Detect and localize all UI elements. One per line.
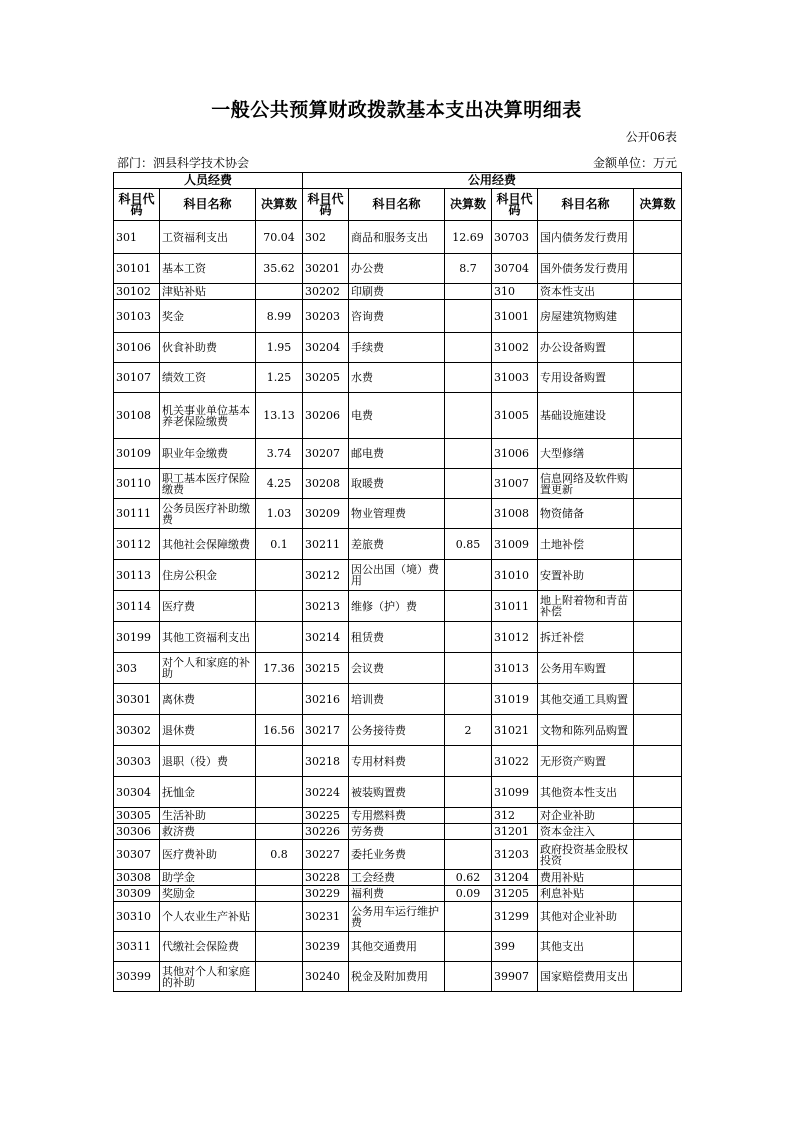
table-row — [114, 962, 682, 992]
amount-cell: 1.95 — [256, 333, 303, 363]
amount-cell — [634, 333, 682, 363]
amount-cell — [256, 684, 303, 715]
subject-code-cell: 30309 — [114, 886, 160, 902]
subject-code-cell: 31011 — [492, 591, 538, 622]
subject-code-cell: 30205 — [303, 363, 349, 393]
subject-name-cell: 商品和服务支出 — [349, 221, 445, 254]
amount-cell — [445, 902, 492, 932]
amount-cell: 8.7 — [445, 254, 492, 284]
department-label: 部门：泗县科学技术协会 — [117, 156, 250, 170]
amount-cell — [634, 870, 682, 886]
table-row — [114, 902, 682, 932]
table-row — [114, 746, 682, 777]
column-header: 决算数 — [256, 189, 303, 221]
amount-cell: 17.36 — [256, 653, 303, 684]
amount-cell — [445, 932, 492, 962]
subject-name-cell: 因公出国（境）费用 — [349, 560, 445, 591]
subject-code-cell: 30703 — [492, 221, 538, 254]
amount-cell — [634, 684, 682, 715]
amount-cell — [445, 746, 492, 777]
subject-name-cell: 对企业补助 — [538, 808, 634, 824]
subject-name-cell: 住房公积金 — [160, 560, 256, 591]
subject-name-cell: 房屋建筑物购建 — [538, 300, 634, 333]
subject-code-cell: 302 — [303, 221, 349, 254]
subject-code-cell: 30213 — [303, 591, 349, 622]
subject-code-cell: 30228 — [303, 870, 349, 886]
subject-name-cell: 印刷费 — [349, 284, 445, 300]
subject-name-cell: 会议费 — [349, 653, 445, 684]
subject-code-cell: 31013 — [492, 653, 538, 684]
amount-cell — [256, 777, 303, 808]
table-row — [114, 777, 682, 808]
amount-cell — [256, 591, 303, 622]
group-personnel-header: 人员经费 — [114, 173, 303, 189]
subject-code-cell: 30107 — [114, 363, 160, 393]
subject-name-cell: 物业管理费 — [349, 499, 445, 529]
subject-name-cell: 地上附着物和青苗补偿 — [538, 591, 634, 622]
subject-code-cell: 31204 — [492, 870, 538, 886]
table-row — [114, 300, 682, 333]
column-header: 科目名称 — [349, 189, 445, 221]
amount-cell: 0.85 — [445, 529, 492, 560]
table-row — [114, 254, 682, 284]
subject-name-cell: 个人农业生产补贴 — [160, 902, 256, 932]
amount-cell — [634, 824, 682, 840]
subject-name-cell: 工资福利支出 — [160, 221, 256, 254]
subject-name-cell: 津贴补贴 — [160, 284, 256, 300]
column-header: 决算数 — [634, 189, 682, 221]
amount-cell — [634, 469, 682, 499]
subject-code-cell: 30215 — [303, 653, 349, 684]
subject-name-cell: 医疗费 — [160, 591, 256, 622]
subject-code-cell: 31006 — [492, 439, 538, 469]
amount-cell — [445, 439, 492, 469]
amount-cell — [256, 560, 303, 591]
amount-cell — [445, 469, 492, 499]
table-row — [114, 439, 682, 469]
amount-cell — [634, 529, 682, 560]
amount-cell — [445, 777, 492, 808]
form-number: 公开06表 — [625, 130, 677, 144]
subject-name-cell: 国外债务发行费用 — [538, 254, 634, 284]
table-row — [114, 221, 682, 254]
subject-code-cell: 30227 — [303, 840, 349, 870]
subject-name-cell: 费用补贴 — [538, 870, 634, 886]
subject-name-cell: 资本性支出 — [538, 284, 634, 300]
amount-cell — [445, 393, 492, 439]
subject-code-cell: 30307 — [114, 840, 160, 870]
amount-cell: 0.62 — [445, 870, 492, 886]
amount-cell — [634, 715, 682, 746]
subject-name-cell: 专用燃料费 — [349, 808, 445, 824]
table-row — [114, 886, 682, 902]
subject-code-cell: 30301 — [114, 684, 160, 715]
subject-name-cell: 委托业务费 — [349, 840, 445, 870]
column-header: 科目代码 — [114, 189, 160, 221]
subject-name-cell: 其他交通工具购置 — [538, 684, 634, 715]
subject-code-cell: 30211 — [303, 529, 349, 560]
subject-code-cell: 399 — [492, 932, 538, 962]
subject-name-cell: 办公费 — [349, 254, 445, 284]
subject-name-cell: 土地补偿 — [538, 529, 634, 560]
subject-name-cell: 信息网络及软件购置更新 — [538, 469, 634, 499]
subject-name-cell: 其他交通费用 — [349, 932, 445, 962]
amount-cell — [634, 393, 682, 439]
subject-code-cell: 30203 — [303, 300, 349, 333]
amount-cell: 1.25 — [256, 363, 303, 393]
subject-name-cell: 办公设备购置 — [538, 333, 634, 363]
amount-cell — [634, 902, 682, 932]
amount-cell — [634, 808, 682, 824]
subject-name-cell: 安置补助 — [538, 560, 634, 591]
subject-code-cell: 30305 — [114, 808, 160, 824]
subject-code-cell: 30306 — [114, 824, 160, 840]
column-header: 决算数 — [445, 189, 492, 221]
subject-code-cell: 30224 — [303, 777, 349, 808]
subject-code-cell: 30226 — [303, 824, 349, 840]
subject-code-cell: 31299 — [492, 902, 538, 932]
subject-name-cell: 税金及附加费用 — [349, 962, 445, 992]
subject-name-cell: 公务用车购置 — [538, 653, 634, 684]
group-header-row — [114, 173, 682, 189]
subject-name-cell: 租赁费 — [349, 622, 445, 653]
amount-cell — [445, 333, 492, 363]
subject-code-cell: 30303 — [114, 746, 160, 777]
amount-cell — [256, 902, 303, 932]
table-row — [114, 684, 682, 715]
subject-name-cell: 其他对企业补助 — [538, 902, 634, 932]
amount-cell — [445, 684, 492, 715]
subject-code-cell: 31022 — [492, 746, 538, 777]
expenditure-detail-table — [113, 172, 682, 992]
subject-code-cell: 31005 — [492, 393, 538, 439]
subject-code-cell: 30204 — [303, 333, 349, 363]
table-row — [114, 284, 682, 300]
subject-code-cell: 30201 — [303, 254, 349, 284]
subject-name-cell: 其他工资福利支出 — [160, 622, 256, 653]
subject-name-cell: 其他支出 — [538, 932, 634, 962]
amount-cell: 0.8 — [256, 840, 303, 870]
table-row — [114, 824, 682, 840]
subject-name-cell: 公务用车运行维护费 — [349, 902, 445, 932]
table-row — [114, 529, 682, 560]
table-row — [114, 840, 682, 870]
amount-cell: 0.1 — [256, 529, 303, 560]
subject-name-cell: 利息补贴 — [538, 886, 634, 902]
column-header: 科目代码 — [303, 189, 349, 221]
page-title: 一般公共预算财政拨款基本支出决算明细表 — [211, 99, 582, 121]
subject-name-cell: 伙食补助费 — [160, 333, 256, 363]
amount-cell — [634, 254, 682, 284]
subject-name-cell: 物资储备 — [538, 499, 634, 529]
subject-code-cell: 31002 — [492, 333, 538, 363]
amount-cell — [634, 221, 682, 254]
amount-cell: 4.25 — [256, 469, 303, 499]
subject-code-cell: 30207 — [303, 439, 349, 469]
subject-code-cell: 30108 — [114, 393, 160, 439]
subject-name-cell: 无形资产购置 — [538, 746, 634, 777]
subject-name-cell: 医疗费补助 — [160, 840, 256, 870]
column-header: 科目名称 — [160, 189, 256, 221]
table-row — [114, 333, 682, 363]
subject-name-cell: 其他社会保障缴费 — [160, 529, 256, 560]
column-header: 科目名称 — [538, 189, 634, 221]
table-row — [114, 808, 682, 824]
amount-cell — [445, 622, 492, 653]
amount-cell — [445, 962, 492, 992]
subject-code-cell: 31009 — [492, 529, 538, 560]
subject-name-cell: 取暖费 — [349, 469, 445, 499]
subject-name-cell: 文物和陈列品购置 — [538, 715, 634, 746]
subject-code-cell: 31012 — [492, 622, 538, 653]
amount-cell — [634, 886, 682, 902]
subject-code-cell: 30308 — [114, 870, 160, 886]
table-row — [114, 560, 682, 591]
subject-code-cell: 30311 — [114, 932, 160, 962]
subject-code-cell: 30208 — [303, 469, 349, 499]
subject-name-cell: 其他资本性支出 — [538, 777, 634, 808]
amount-cell: 16.56 — [256, 715, 303, 746]
subject-code-cell: 31201 — [492, 824, 538, 840]
subject-code-cell: 30239 — [303, 932, 349, 962]
subject-name-cell: 抚恤金 — [160, 777, 256, 808]
table-row — [114, 393, 682, 439]
subject-name-cell: 奖金 — [160, 300, 256, 333]
table-row — [114, 715, 682, 746]
amount-cell — [445, 499, 492, 529]
subject-code-cell: 30229 — [303, 886, 349, 902]
amount-unit-label: 金额单位：万元 — [592, 156, 677, 170]
subject-code-cell: 31205 — [492, 886, 538, 902]
table-row — [114, 469, 682, 499]
subject-code-cell: 30106 — [114, 333, 160, 363]
subject-name-cell: 公务接待费 — [349, 715, 445, 746]
subject-name-cell: 政府投资基金股权投资 — [538, 840, 634, 870]
subject-code-cell: 39907 — [492, 962, 538, 992]
subject-code-cell: 30206 — [303, 393, 349, 439]
subject-name-cell: 大型修缮 — [538, 439, 634, 469]
subject-code-cell: 30304 — [114, 777, 160, 808]
subject-code-cell: 30103 — [114, 300, 160, 333]
subject-name-cell: 拆迁补偿 — [538, 622, 634, 653]
subject-name-cell: 退职（役）费 — [160, 746, 256, 777]
subject-name-cell: 国家赔偿费用支出 — [538, 962, 634, 992]
subject-code-cell: 30704 — [492, 254, 538, 284]
subject-name-cell: 专用材料费 — [349, 746, 445, 777]
subject-name-cell: 被装购置费 — [349, 777, 445, 808]
subject-name-cell: 机关事业单位基本养老保险缴费 — [160, 393, 256, 439]
subject-code-cell: 30112 — [114, 529, 160, 560]
subject-name-cell: 基本工资 — [160, 254, 256, 284]
subject-name-cell: 离休费 — [160, 684, 256, 715]
subject-code-cell: 30217 — [303, 715, 349, 746]
subject-name-cell: 代缴社会保险费 — [160, 932, 256, 962]
amount-cell: 2 — [445, 715, 492, 746]
subject-code-cell: 30216 — [303, 684, 349, 715]
subject-name-cell: 水费 — [349, 363, 445, 393]
amount-cell: 8.99 — [256, 300, 303, 333]
amount-cell — [445, 560, 492, 591]
subject-name-cell: 工会经费 — [349, 870, 445, 886]
subject-code-cell: 30212 — [303, 560, 349, 591]
amount-cell — [634, 363, 682, 393]
subject-name-cell: 公务员医疗补助缴费 — [160, 499, 256, 529]
amount-cell — [634, 300, 682, 333]
subject-code-cell: 31203 — [492, 840, 538, 870]
subject-code-cell: 31019 — [492, 684, 538, 715]
amount-cell — [634, 284, 682, 300]
subject-code-cell: 31003 — [492, 363, 538, 393]
subject-code-cell: 30199 — [114, 622, 160, 653]
amount-cell: 35.62 — [256, 254, 303, 284]
amount-cell — [634, 560, 682, 591]
subject-name-cell: 绩效工资 — [160, 363, 256, 393]
subject-code-cell: 312 — [492, 808, 538, 824]
subject-name-cell: 资本金注入 — [538, 824, 634, 840]
subject-code-cell: 30202 — [303, 284, 349, 300]
subject-name-cell: 奖励金 — [160, 886, 256, 902]
subject-name-cell: 职业年金缴费 — [160, 439, 256, 469]
amount-cell — [256, 932, 303, 962]
amount-cell — [634, 962, 682, 992]
subject-code-cell: 30399 — [114, 962, 160, 992]
subject-code-cell: 30109 — [114, 439, 160, 469]
amount-cell — [445, 300, 492, 333]
amount-cell — [445, 840, 492, 870]
amount-cell — [634, 653, 682, 684]
table-row — [114, 932, 682, 962]
subject-name-cell: 职工基本医疗保险缴费 — [160, 469, 256, 499]
subject-code-cell: 301 — [114, 221, 160, 254]
subject-name-cell: 邮电费 — [349, 439, 445, 469]
subject-code-cell: 31099 — [492, 777, 538, 808]
table-row — [114, 870, 682, 886]
amount-cell: 70.04 — [256, 221, 303, 254]
amount-cell — [256, 622, 303, 653]
subject-code-cell: 30114 — [114, 591, 160, 622]
amount-cell — [445, 284, 492, 300]
subject-name-cell: 生活补助 — [160, 808, 256, 824]
subject-name-cell: 差旅费 — [349, 529, 445, 560]
amount-cell — [634, 591, 682, 622]
column-header: 科目代码 — [492, 189, 538, 221]
subject-name-cell: 咨询费 — [349, 300, 445, 333]
subject-code-cell: 30240 — [303, 962, 349, 992]
subject-code-cell: 30113 — [114, 560, 160, 591]
amount-cell: 13.13 — [256, 393, 303, 439]
amount-cell — [445, 808, 492, 824]
subject-code-cell: 30231 — [303, 902, 349, 932]
subject-code-cell: 30218 — [303, 746, 349, 777]
subject-code-cell: 30209 — [303, 499, 349, 529]
amount-cell — [634, 840, 682, 870]
subject-code-cell: 30111 — [114, 499, 160, 529]
subject-code-cell: 31007 — [492, 469, 538, 499]
amount-cell — [256, 962, 303, 992]
amount-cell — [445, 653, 492, 684]
table-row — [114, 591, 682, 622]
subject-name-cell: 专用设备购置 — [538, 363, 634, 393]
subject-name-cell: 培训费 — [349, 684, 445, 715]
subject-name-cell: 基础设施建设 — [538, 393, 634, 439]
amount-cell — [256, 886, 303, 902]
amount-cell — [634, 746, 682, 777]
amount-cell — [445, 363, 492, 393]
subject-name-cell: 对个人和家庭的补助 — [160, 653, 256, 684]
subject-code-cell: 30225 — [303, 808, 349, 824]
amount-cell — [445, 824, 492, 840]
subject-code-cell: 310 — [492, 284, 538, 300]
group-public-header: 公用经费 — [303, 173, 682, 189]
amount-cell — [634, 622, 682, 653]
subject-name-cell: 退休费 — [160, 715, 256, 746]
amount-cell — [634, 499, 682, 529]
subject-name-cell: 国内债务发行费用 — [538, 221, 634, 254]
table-row — [114, 622, 682, 653]
subject-code-cell: 31021 — [492, 715, 538, 746]
column-header-row — [114, 189, 682, 221]
amount-cell — [634, 777, 682, 808]
amount-cell: 3.74 — [256, 439, 303, 469]
subject-code-cell: 303 — [114, 653, 160, 684]
subject-name-cell: 劳务费 — [349, 824, 445, 840]
subject-code-cell: 31008 — [492, 499, 538, 529]
amount-cell — [634, 932, 682, 962]
table-row — [114, 653, 682, 684]
subject-name-cell: 手续费 — [349, 333, 445, 363]
subject-code-cell: 30101 — [114, 254, 160, 284]
subject-code-cell: 31001 — [492, 300, 538, 333]
amount-cell: 12.69 — [445, 221, 492, 254]
subject-code-cell: 30302 — [114, 715, 160, 746]
amount-cell — [634, 439, 682, 469]
amount-cell — [445, 591, 492, 622]
amount-cell: 0.09 — [445, 886, 492, 902]
amount-cell — [256, 808, 303, 824]
subject-code-cell: 30110 — [114, 469, 160, 499]
subject-name-cell: 其他对个人和家庭的补助 — [160, 962, 256, 992]
table-row — [114, 499, 682, 529]
amount-cell — [256, 746, 303, 777]
table-row — [114, 363, 682, 393]
subject-name-cell: 电费 — [349, 393, 445, 439]
amount-cell — [256, 284, 303, 300]
subject-code-cell: 31010 — [492, 560, 538, 591]
subject-name-cell: 维修（护）费 — [349, 591, 445, 622]
subject-code-cell: 30310 — [114, 902, 160, 932]
amount-cell: 1.03 — [256, 499, 303, 529]
subject-name-cell: 助学金 — [160, 870, 256, 886]
amount-cell — [256, 824, 303, 840]
subject-name-cell: 福利费 — [349, 886, 445, 902]
amount-cell — [256, 870, 303, 886]
subject-name-cell: 救济费 — [160, 824, 256, 840]
subject-code-cell: 30214 — [303, 622, 349, 653]
subject-code-cell: 30102 — [114, 284, 160, 300]
